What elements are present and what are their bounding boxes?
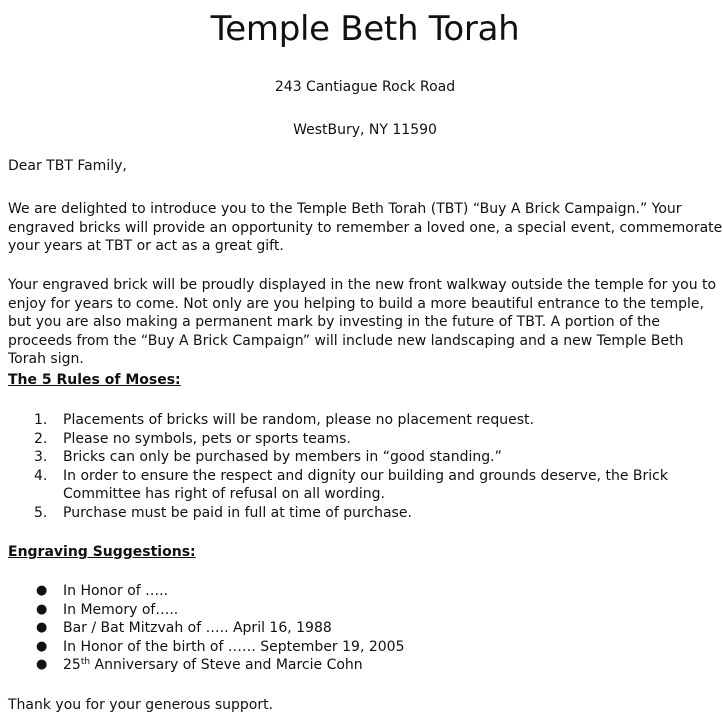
- list-number: 3.: [34, 449, 48, 465]
- list-item-text: In Honor of …..: [63, 583, 169, 599]
- list-item-text: In order to ensure the respect and dignity our building and grounds deserve, the Brick Committee has right of refusal on all wording.: [63, 467, 668, 502]
- list-number: 1.: [34, 412, 48, 428]
- letter-closing: Thank you for your generous support.: [8, 697, 274, 713]
- bullet-icon: ●: [36, 620, 48, 635]
- list-item: [0, 467, 713, 504]
- list-item-text: Placements of bricks will be random, please no placement request.: [63, 412, 534, 428]
- list-item-text: [63, 657, 363, 673]
- list-item: [0, 656, 713, 675]
- list-item: [0, 411, 713, 430]
- suggestions-heading: Engraving Suggestions:: [8, 544, 196, 560]
- bullet-icon: ●: [36, 657, 48, 672]
- list-item: [0, 430, 713, 449]
- letter-paragraph-intro: We are delighted to introduce you to the Temple Beth Torah (TBT) “Buy A Brick Campaign.” Your engraved bricks will provide an opportunity to remember a loved one, a special event, commemorate your years at TBT or act as a great gift.: [8, 201, 723, 254]
- rules-heading: The 5 Rules of Moses:: [8, 372, 181, 388]
- list-item-text: In Memory of…..: [63, 601, 179, 618]
- list-number: 4.: [34, 467, 48, 484]
- list-item: [0, 582, 713, 601]
- page-title: Temple Beth Torah: [210, 9, 520, 49]
- ordinal-suffix: th: [80, 657, 91, 667]
- bullet-icon: ●: [36, 583, 48, 598]
- list-item-text: Bricks can only be purchased by members in “good standing.”: [63, 449, 502, 465]
- list-item-text: Please no symbols, pets or sports teams.: [63, 430, 351, 447]
- list-item-text: In Honor of the birth of …… September 19, 2005: [63, 638, 405, 655]
- anniversary-text: Anniversary of Steve and Marcie Cohn: [90, 657, 363, 673]
- list-item: [0, 448, 713, 467]
- ordinal-number: 25: [63, 657, 81, 673]
- list-item: [0, 638, 713, 657]
- list-item: [0, 504, 713, 523]
- list-item-text: Bar / Bat Mitzvah of ….. April 16, 1988: [63, 620, 332, 636]
- bullet-icon: ●: [36, 638, 48, 654]
- address-street: 243 Cantiague Rock Road: [274, 79, 456, 95]
- list-item-text: Purchase must be paid in full at time of purchase.: [63, 504, 412, 521]
- letter-greeting: Dear TBT Family,: [8, 158, 127, 174]
- list-number: 5.: [34, 504, 48, 521]
- rules-list: [0, 411, 723, 522]
- list-number: 2.: [34, 430, 48, 447]
- letter-paragraph-walkway: Your engraved brick will be proudly displayed in the new front walkway outside the temple for you to enjoy for years to come. Not only are you helping to build a more beautiful entrance to the temple, but you are also making a permanent mark by investing in the future of TBT. A portion of the proceeds from the “Buy A Brick Campaign” will include new landscaping and a new Temple Beth Torah sign.: [8, 277, 717, 367]
- suggestions-list: [0, 582, 723, 675]
- list-item: [0, 601, 713, 620]
- list-item: [0, 619, 713, 638]
- address-city: WestBury, NY 11590: [293, 122, 437, 138]
- bullet-icon: ●: [36, 601, 48, 617]
